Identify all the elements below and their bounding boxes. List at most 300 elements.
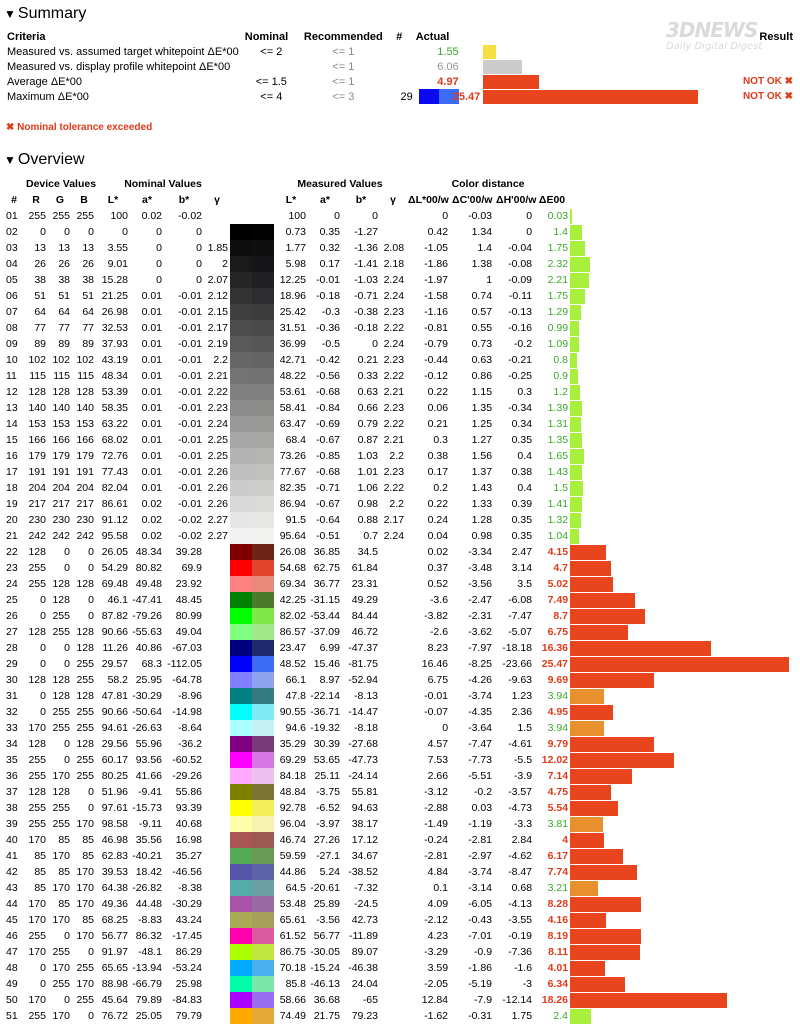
device-g: 115 — [53, 369, 70, 382]
nominal-l: 90.66 — [101, 625, 128, 638]
nominal-gamma — [204, 944, 230, 960]
nominal-gamma: 2.15 — [207, 305, 228, 318]
recommended-value: <= 1 — [332, 45, 355, 58]
nominal-gamma: 2.21 — [207, 369, 228, 382]
delta-c: -3.48 — [468, 561, 493, 574]
measured-gamma: 2.23 — [383, 305, 405, 318]
device-r: 170 — [28, 945, 46, 958]
device-b: 230 — [76, 513, 94, 526]
nominal-b: 39.28 — [175, 545, 202, 558]
color-swatch — [230, 672, 274, 688]
table-row — [4, 1008, 796, 1024]
delta-e-bar — [570, 737, 654, 752]
device-r: 170 — [28, 913, 46, 926]
device-b: 166 — [76, 433, 94, 446]
nominal-gamma — [204, 752, 230, 768]
nominal-l: 26.98 — [101, 305, 128, 318]
nominal-gamma — [204, 576, 230, 592]
nominal-l: 0 — [122, 225, 128, 238]
table-row — [4, 768, 796, 784]
delta-l: 0.04 — [427, 529, 449, 542]
actual-value-text: 4.97 — [437, 75, 459, 88]
delta-c: -3.34 — [468, 545, 493, 558]
nominal-b: -0.01 — [178, 465, 202, 478]
swatch-nominal — [230, 368, 252, 384]
delta-e-bar-cell — [570, 752, 796, 768]
measured-b: -38.52 — [348, 865, 378, 878]
color-swatch — [230, 720, 274, 736]
delta-c: 1.25 — [471, 417, 493, 430]
device-g: 0 — [64, 545, 70, 558]
measured-l: 53.61 — [279, 385, 306, 398]
delta-l: 2.66 — [427, 769, 449, 782]
swatch-measured — [252, 928, 274, 944]
measured-b: 34.5 — [357, 545, 378, 558]
watermark-brand-suffix: NEWS — [694, 18, 758, 42]
swatch-measured — [252, 768, 274, 784]
actual-value-text: 6.06 — [437, 60, 459, 73]
color-swatch — [230, 688, 274, 704]
measured-a: -0.67 — [316, 433, 340, 446]
color-swatch — [230, 416, 274, 432]
color-swatch — [230, 800, 274, 816]
patch-id: 42 — [6, 865, 18, 878]
table-row — [4, 832, 796, 848]
device-r: 255 — [28, 817, 46, 830]
nominal-l: 43.19 — [101, 353, 128, 366]
color-swatch — [230, 576, 274, 592]
delta-h: 0.35 — [511, 433, 533, 446]
delta-c: -7.47 — [468, 737, 493, 750]
nominal-b: 16.98 — [175, 833, 202, 846]
delta-e-bar — [570, 353, 577, 368]
device-g: 102 — [52, 353, 70, 366]
delta-e-bar-cell — [570, 992, 796, 1008]
delta-l: -1.16 — [424, 305, 449, 318]
device-b: 64 — [82, 305, 94, 318]
swatch-measured — [252, 560, 274, 576]
measured-gamma — [380, 896, 406, 912]
swatch-nominal — [230, 272, 252, 288]
nominal-gamma: 1.85 — [207, 241, 228, 254]
summary-heading[interactable] — [4, 5, 86, 23]
device-b: 89 — [82, 337, 94, 350]
delta-e: 5.02 — [547, 577, 569, 590]
nominal-gamma — [204, 720, 230, 736]
nominal-l: 58.2 — [107, 673, 128, 686]
color-swatch — [230, 528, 274, 544]
measured-gamma — [380, 208, 406, 224]
patch-id: 15 — [6, 433, 18, 446]
measured-a: -0.36 — [316, 321, 340, 334]
measured-b: 1.03 — [357, 449, 378, 462]
nominal-l: 60.17 — [101, 753, 128, 766]
device-r: 38 — [34, 273, 46, 286]
measured-a: -0.56 — [316, 369, 340, 382]
swatch-nominal — [230, 224, 252, 240]
delta-l: 12.84 — [421, 993, 449, 1006]
nominal-gamma — [204, 608, 230, 624]
collapse-triangle-icon[interactable]: ▼ — [4, 7, 16, 21]
measured-l: 25.42 — [279, 305, 306, 318]
delta-e: 4.7 — [553, 561, 569, 574]
measured-b: 79.23 — [351, 1009, 378, 1022]
device-g: 0 — [64, 561, 70, 574]
summary-row — [4, 59, 796, 74]
table-row — [4, 976, 796, 992]
device-r: 255 — [28, 929, 46, 942]
measured-a: 25.89 — [313, 897, 340, 910]
measured-l: 82.02 — [279, 609, 306, 622]
delta-e-bar — [570, 817, 603, 832]
delta-h: 0.68 — [511, 881, 533, 894]
measured-l: 63.47 — [279, 417, 306, 430]
measured-gamma — [380, 768, 406, 784]
patch-id: 09 — [6, 337, 18, 350]
delta-h: -7.36 — [508, 945, 533, 958]
actual-value — [413, 59, 484, 74]
delta-e-bar-cell — [570, 336, 796, 352]
device-r: 255 — [28, 1009, 46, 1022]
delta-l: 3.59 — [427, 961, 449, 974]
delta-e-bar-cell — [570, 864, 796, 880]
swatch-measured — [252, 336, 274, 352]
measured-a: -27.1 — [316, 849, 340, 862]
swatch-measured — [252, 640, 274, 656]
nominal-l: 45.64 — [101, 993, 128, 1006]
measured-l: 0.73 — [285, 225, 306, 238]
patch-id: 30 — [6, 673, 18, 686]
header-recommended: Recommended — [303, 30, 383, 43]
delta-l: -0.12 — [424, 369, 449, 382]
patch-id: 03 — [6, 241, 18, 254]
device-r: 255 — [28, 801, 46, 814]
nominal-b: 49.04 — [175, 625, 202, 638]
delta-e: 1.75 — [547, 289, 569, 302]
delta-c: -5.19 — [468, 977, 493, 990]
nominal-l: 97.61 — [101, 801, 128, 814]
swatch-nominal — [230, 688, 252, 704]
delta-e: 1.32 — [547, 513, 569, 526]
swatch-measured — [252, 720, 274, 736]
delta-e-bar — [570, 257, 590, 272]
actual-bar — [483, 45, 496, 59]
device-g: 191 — [52, 465, 70, 478]
nominal-a: 0.01 — [141, 289, 162, 302]
delta-h: 0.35 — [511, 529, 533, 542]
swatch-nominal — [230, 384, 252, 400]
col-header-meas-gamma: γ — [390, 193, 396, 206]
col-header-delta-l: ΔL*00/w — [408, 193, 449, 206]
nominal-l: 100 — [110, 209, 128, 222]
device-g: 38 — [58, 273, 70, 286]
measured-b: 23.31 — [351, 577, 378, 590]
measured-b: 0.88 — [357, 513, 378, 526]
measured-a: 27.26 — [313, 833, 340, 846]
nominal-b: -36.2 — [178, 737, 202, 750]
swatch-measured — [252, 864, 274, 880]
criteria-label: Measured vs. display profile whitepoint ΔE*00 — [7, 60, 231, 73]
swatch-nominal — [230, 256, 252, 272]
delta-e-bar-cell — [570, 736, 796, 752]
delta-e: 1.09 — [547, 337, 569, 350]
patch-id: 05 — [6, 273, 18, 286]
swatch-nominal — [230, 784, 252, 800]
swatch-nominal — [230, 320, 252, 336]
measured-l: 85.8 — [285, 977, 306, 990]
nominal-gamma — [204, 800, 230, 816]
criteria-label: Maximum ΔE*00 — [7, 90, 89, 103]
delta-e-bar — [570, 673, 653, 688]
collapse-triangle-icon[interactable]: ▼ — [4, 153, 16, 167]
measured-l: 74.49 — [279, 1009, 306, 1022]
delta-l: -0.07 — [424, 705, 449, 718]
table-row — [4, 720, 796, 736]
swatch-nominal — [230, 656, 252, 672]
delta-e-bar — [570, 641, 711, 656]
delta-h: 0.4 — [517, 449, 533, 462]
delta-e-bar-cell — [570, 768, 796, 784]
nominal-a: 40.86 — [135, 641, 162, 654]
swatch-nominal — [230, 512, 252, 528]
measured-b: 42.73 — [351, 913, 378, 926]
measured-b: -27.68 — [348, 737, 378, 750]
patch-id: 39 — [6, 817, 18, 830]
swatch-measured — [252, 320, 274, 336]
measured-b: 0.7 — [363, 529, 378, 542]
delta-e-bar-cell — [570, 704, 796, 720]
measured-l: 68.4 — [285, 433, 306, 446]
delta-e-bar-cell — [570, 208, 796, 224]
nominal-b: -0.01 — [178, 449, 202, 462]
device-b: 51 — [82, 289, 94, 302]
delta-e-bar — [570, 785, 611, 800]
device-g: 0 — [64, 225, 70, 238]
measured-a: -0.5 — [321, 337, 340, 350]
nominal-b: 80.99 — [175, 609, 202, 622]
swatch-nominal — [230, 864, 252, 880]
nominal-a: -40.21 — [132, 849, 162, 862]
measured-l: 42.25 — [279, 593, 306, 606]
measured-gamma — [380, 688, 406, 704]
delta-e-bar — [570, 529, 579, 544]
table-row — [4, 256, 796, 272]
measured-b: -24.14 — [348, 769, 378, 782]
actual-value — [413, 44, 484, 59]
swatch-measured — [252, 736, 274, 752]
delta-l: -1.86 — [424, 257, 449, 270]
nominal-b: -0.02 — [178, 529, 202, 542]
device-b: 128 — [76, 385, 94, 398]
measured-a: -0.68 — [316, 385, 340, 398]
delta-e: 3.94 — [547, 689, 569, 702]
nominal-l: 69.48 — [101, 577, 128, 590]
delta-e-bar-cell — [570, 256, 796, 272]
measured-a: -3.97 — [316, 817, 340, 830]
patch-id: 02 — [6, 225, 18, 238]
swatch-measured — [252, 592, 274, 608]
swatch-nominal — [230, 336, 252, 352]
delta-e: 6.34 — [547, 977, 569, 990]
delta-l: -0.01 — [424, 689, 449, 702]
delta-h: 3.5 — [517, 577, 533, 590]
nominal-l: 87.82 — [101, 609, 128, 622]
nominal-a: -50.64 — [132, 705, 162, 718]
table-row — [4, 816, 796, 832]
delta-e-bar — [570, 305, 581, 320]
delta-e: 2.4 — [553, 1009, 569, 1022]
measured-a: 56.77 — [313, 929, 340, 942]
nominal-gamma — [204, 912, 230, 928]
delta-l: -0.44 — [424, 353, 449, 366]
summary-table — [4, 29, 796, 104]
measured-a: 25.11 — [314, 769, 340, 782]
color-swatch — [230, 816, 274, 832]
swatch-nominal — [230, 944, 252, 960]
color-swatch — [230, 208, 274, 224]
color-swatch — [230, 384, 274, 400]
device-g: 255 — [52, 609, 70, 622]
measured-gamma: 2.24 — [383, 289, 405, 302]
measured-gamma — [380, 832, 406, 848]
nominal-gamma — [204, 704, 230, 720]
nominal-a: 86.32 — [135, 929, 162, 942]
delta-c: 0.57 — [471, 305, 493, 318]
nominal-b: 35.27 — [175, 849, 202, 862]
table-row — [4, 528, 796, 544]
measured-l: 95.64 — [279, 529, 306, 542]
device-r: 170 — [28, 833, 46, 846]
swatch-measured — [252, 800, 274, 816]
delta-l: 0.02 — [427, 545, 449, 558]
table-row — [4, 512, 796, 528]
delta-l: -2.6 — [429, 625, 449, 638]
delta-e-bar-cell — [570, 592, 796, 608]
measured-l: 90.55 — [279, 705, 306, 718]
summary-header-row — [4, 29, 796, 44]
measured-l: 94.6 — [285, 721, 306, 734]
delta-h: 0.34 — [511, 417, 533, 430]
measured-b: 84.44 — [351, 609, 378, 622]
delta-h: 2.47 — [511, 545, 533, 558]
measured-b: -1.41 — [354, 257, 378, 270]
nominal-b: -0.01 — [178, 481, 202, 494]
delta-h: -0.2 — [513, 337, 533, 350]
swatch-nominal — [230, 448, 252, 464]
delta-e-bar — [570, 705, 613, 720]
swatch-nominal — [230, 768, 252, 784]
measured-gamma: 2.22 — [383, 321, 405, 334]
nominal-l: 48.34 — [101, 369, 128, 382]
measured-a: -19.32 — [310, 721, 340, 734]
device-b: 77 — [82, 321, 94, 334]
header-nominal: Nominal — [244, 30, 289, 43]
col-header-swatch — [230, 193, 274, 209]
delta-l: 0.22 — [427, 385, 449, 398]
overview-heading[interactable] — [4, 151, 85, 169]
delta-e-bar-cell — [570, 960, 796, 976]
nominal-b: 40.68 — [175, 817, 202, 830]
nominal-a: -47.41 — [132, 593, 162, 606]
swatch-nominal — [230, 480, 252, 496]
delta-c: -1.19 — [468, 817, 493, 830]
nominal-b: -64.78 — [172, 673, 202, 686]
nominal-l: 21.25 — [101, 289, 128, 302]
device-b: 140 — [76, 401, 94, 414]
measured-gamma — [380, 960, 406, 976]
device-b: 255 — [76, 993, 94, 1006]
color-swatch — [230, 768, 274, 784]
color-swatch — [230, 496, 274, 512]
patch-id: 48 — [6, 961, 18, 974]
delta-c: -3.74 — [468, 865, 493, 878]
measured-l: 96.04 — [279, 817, 306, 830]
nominal-a: 0.01 — [141, 417, 162, 430]
device-b: 102 — [76, 353, 94, 366]
delta-c: -7.9 — [473, 993, 493, 1006]
device-g: 0 — [64, 737, 70, 750]
swatch-measured — [252, 304, 274, 320]
delta-e: 4 — [562, 833, 569, 846]
actual-value — [413, 74, 484, 89]
measured-b: -47.73 — [348, 753, 378, 766]
swatch-nominal — [230, 240, 252, 256]
swatch-measured — [252, 544, 274, 560]
nominal-a: 68.3 — [141, 657, 162, 670]
delta-e: 4.75 — [547, 785, 569, 798]
measured-b: -1.03 — [354, 273, 378, 286]
color-swatch — [230, 784, 274, 800]
swatch-nominal — [230, 400, 252, 416]
nominal-gamma: 2.25 — [207, 433, 228, 446]
delta-h: -9.63 — [508, 673, 533, 686]
delta-c: -0.43 — [468, 913, 493, 926]
summary-heading-label: Summary — [17, 5, 87, 22]
measured-b: 46.72 — [351, 625, 378, 638]
delta-c: 1.56 — [471, 449, 493, 462]
nominal-l: 91.97 — [101, 945, 128, 958]
delta-h: -4.61 — [508, 737, 533, 750]
recommended-value: <= 3 — [332, 90, 355, 103]
swatch-measured — [252, 352, 274, 368]
nominal-gamma — [204, 688, 230, 704]
device-g: 255 — [52, 977, 70, 990]
table-row — [4, 656, 796, 672]
table-row — [4, 928, 796, 944]
swatch-measured — [252, 672, 274, 688]
measured-a: -0.69 — [316, 417, 340, 430]
swatch-nominal — [230, 848, 252, 864]
nominal-gamma — [204, 960, 230, 976]
delta-c: -5.51 — [468, 769, 493, 782]
nominal-gamma — [204, 224, 230, 240]
table-row — [4, 208, 796, 224]
measured-a: 0 — [334, 209, 340, 222]
nominal-l: 68.02 — [101, 433, 128, 446]
nominal-gamma — [204, 672, 230, 688]
color-swatch — [230, 256, 274, 272]
delta-h: -0.04 — [508, 241, 533, 254]
delta-e-bar — [570, 385, 580, 400]
patch-number-cell — [386, 59, 413, 74]
patch-id: 51 — [6, 1009, 18, 1022]
measured-l: 82.35 — [279, 481, 306, 494]
nominal-b: -67.03 — [172, 641, 202, 654]
actual-bar-cell — [483, 89, 697, 104]
nominal-l: 68.25 — [101, 913, 128, 926]
swatch-measured — [252, 448, 274, 464]
color-swatch — [230, 1008, 274, 1024]
